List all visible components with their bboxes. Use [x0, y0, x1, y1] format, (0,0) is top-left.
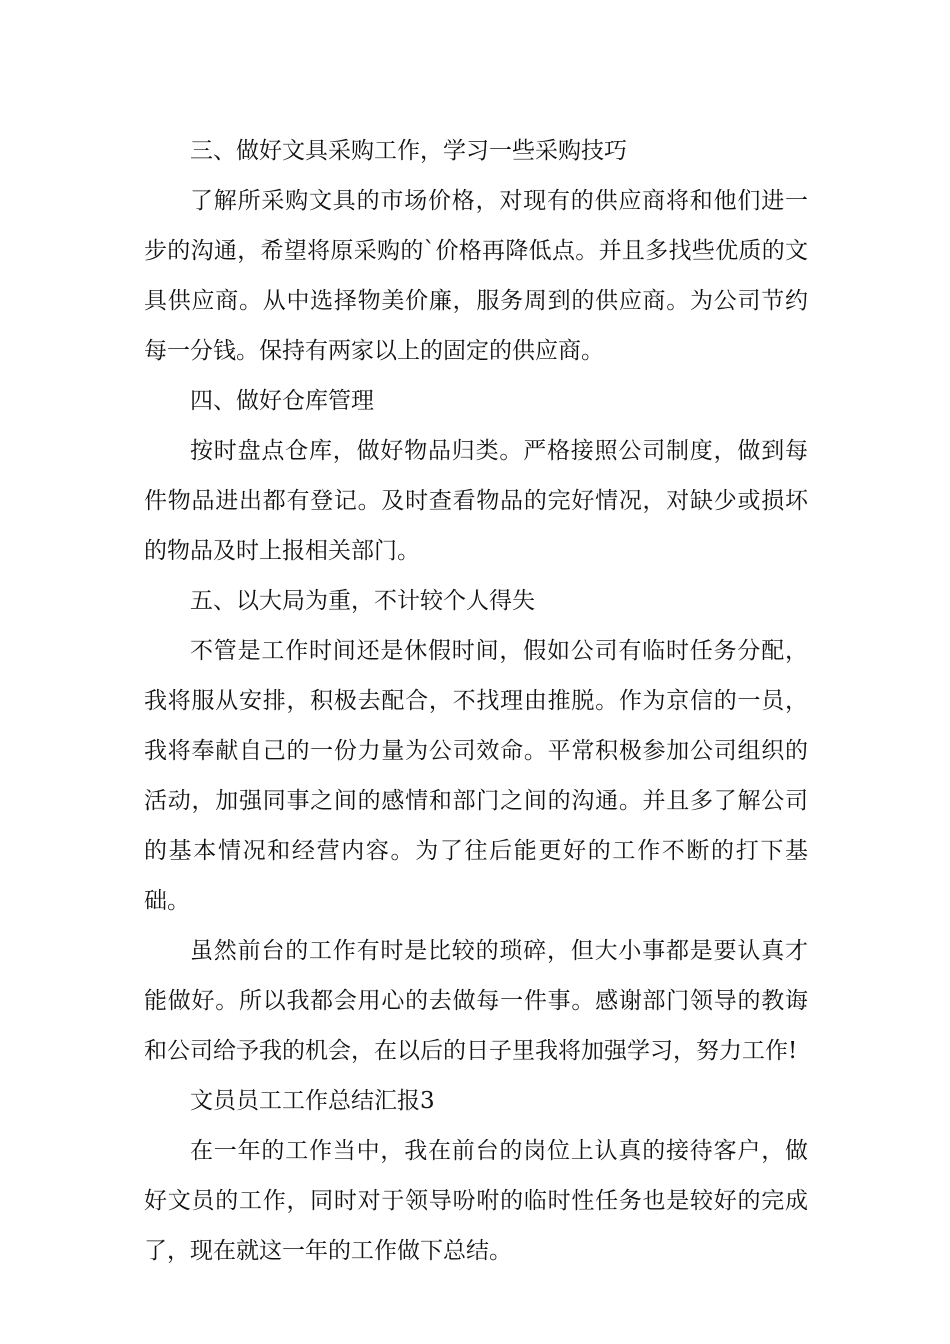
body-paragraph: 不管是工作时间还是休假时间，假如公司有临时任务分配，我将服从安排，积极去配合，不找理由推脱。作为京信的一员，我将奉献自己的一份力量为公司效命。平常积极参加公司组织的活动，加强同事之间的感情和部门之间的沟通。并且多了解公司的基本情况和经营内容。为了往后能更好的工作不断的打下基础。: [144, 638, 808, 914]
section-heading-4: 四、做好仓库管理: [190, 388, 374, 414]
report-title: 文员员工工作总结汇报3: [190, 1088, 435, 1114]
document-body: [144, 126, 808, 1276]
section-heading-5: 五、以大局为重，不计较个人得失: [190, 588, 535, 614]
body-paragraph: 按时盘点仓库，做好物品归类。严格接照公司制度，做到每件物品进出都有登记。及时查看物品的完好情况，对缺少或损坏的物品及时上报相关部门。: [144, 438, 808, 564]
body-paragraph: 在一年的工作当中，我在前台的岗位上认真的接待客户，做好文员的工作，同时对于领导吩咐的临时性任务也是较好的完成了，现在就这一年的工作做下总结。: [144, 1138, 808, 1264]
body-paragraph: 了解所采购文具的市场价格，对现有的供应商将和他们进一步的沟通，希望将原采购的`价格再降低点。并且多找些优质的文具供应商。从中选择物美价廉，服务周到的供应商。为公司节约每一分钱。保持有两家以上的固定的供应商。: [144, 188, 808, 364]
body-paragraph: 虽然前台的工作有时是比较的琐碎，但大小事都是要认真才能做好。所以我都会用心的去做每一件事。感谢部门领导的教诲和公司给予我的机会，在以后的日子里我将加强学习，努力工作!: [144, 938, 808, 1064]
section-heading-3: 三、做好文具采购工作，学习一些采购技巧: [190, 138, 627, 164]
